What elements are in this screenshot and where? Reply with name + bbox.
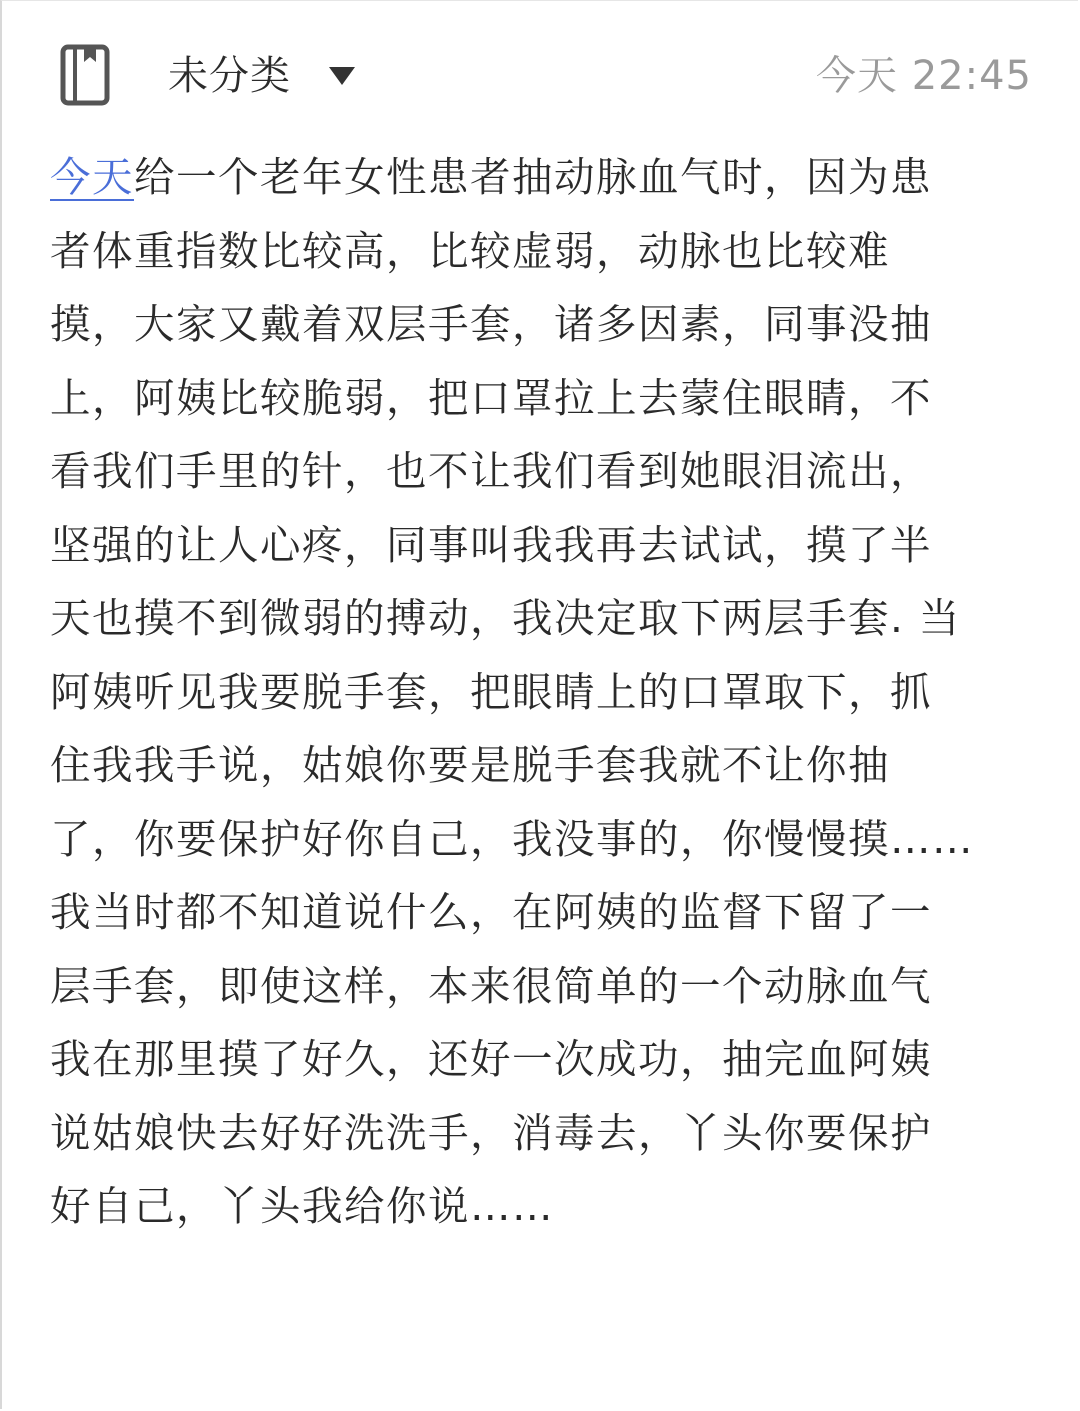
note-line: 我在那里摸了好久，还好一次成功，抽完血阿姨 bbox=[50, 1035, 932, 1083]
note-header bbox=[0, 0, 1080, 150]
note-line: 坚强的让人心疼，同事叫我我再去试试，摸了半 bbox=[50, 520, 932, 569]
note-line-text: 给一个老年女性患者抽动脉血气时，因为患 bbox=[134, 153, 932, 201]
note-line: 说姑娘快去好好洗洗手，消毒去，丫头你要保护 bbox=[50, 1108, 932, 1157]
note-content[interactable] bbox=[50, 141, 1010, 1244]
note-timestamp: 今天 22:45 bbox=[816, 53, 1032, 99]
note-line: 住我我手说，姑娘你要是脱手套我就不让你抽 bbox=[50, 741, 890, 789]
note-line: 上，阿姨比较脆弱，把口罩拉上去蒙住眼睛，不 bbox=[50, 373, 932, 422]
notebook-icon[interactable] bbox=[60, 44, 110, 106]
note-line: 看我们手里的针，也不让我们看到她眼泪流出， bbox=[50, 447, 932, 495]
chevron-down-icon bbox=[329, 67, 355, 85]
date-link[interactable]: 今天 bbox=[50, 153, 134, 201]
note-line: 了，你要保护好你自己，我没事的，你慢慢摸…… bbox=[50, 814, 974, 863]
category-label: 未分类 bbox=[168, 53, 291, 99]
note-line: 我当时都不知道说什么，在阿姨的监督下留了一 bbox=[50, 888, 932, 936]
note-line: 层手套，即使这样，本来很简单的一个动脉血气 bbox=[50, 961, 932, 1010]
note-line: 阿姨听见我要脱手套，把眼睛上的口罩取下，抓 bbox=[50, 667, 932, 716]
note-line: 者体重指数比较高，比较虚弱，动脉也比较难 bbox=[50, 226, 890, 275]
category-selector[interactable] bbox=[168, 48, 355, 104]
note-line bbox=[50, 141, 1010, 215]
note-line: 天也摸不到微弱的搏动，我决定取下两层手套. 当 bbox=[50, 594, 961, 642]
note-line: 好自己，丫头我给你说…… bbox=[50, 1182, 554, 1230]
note-line: 摸，大家又戴着双层手套，诸多因素，同事没抽 bbox=[50, 300, 932, 348]
